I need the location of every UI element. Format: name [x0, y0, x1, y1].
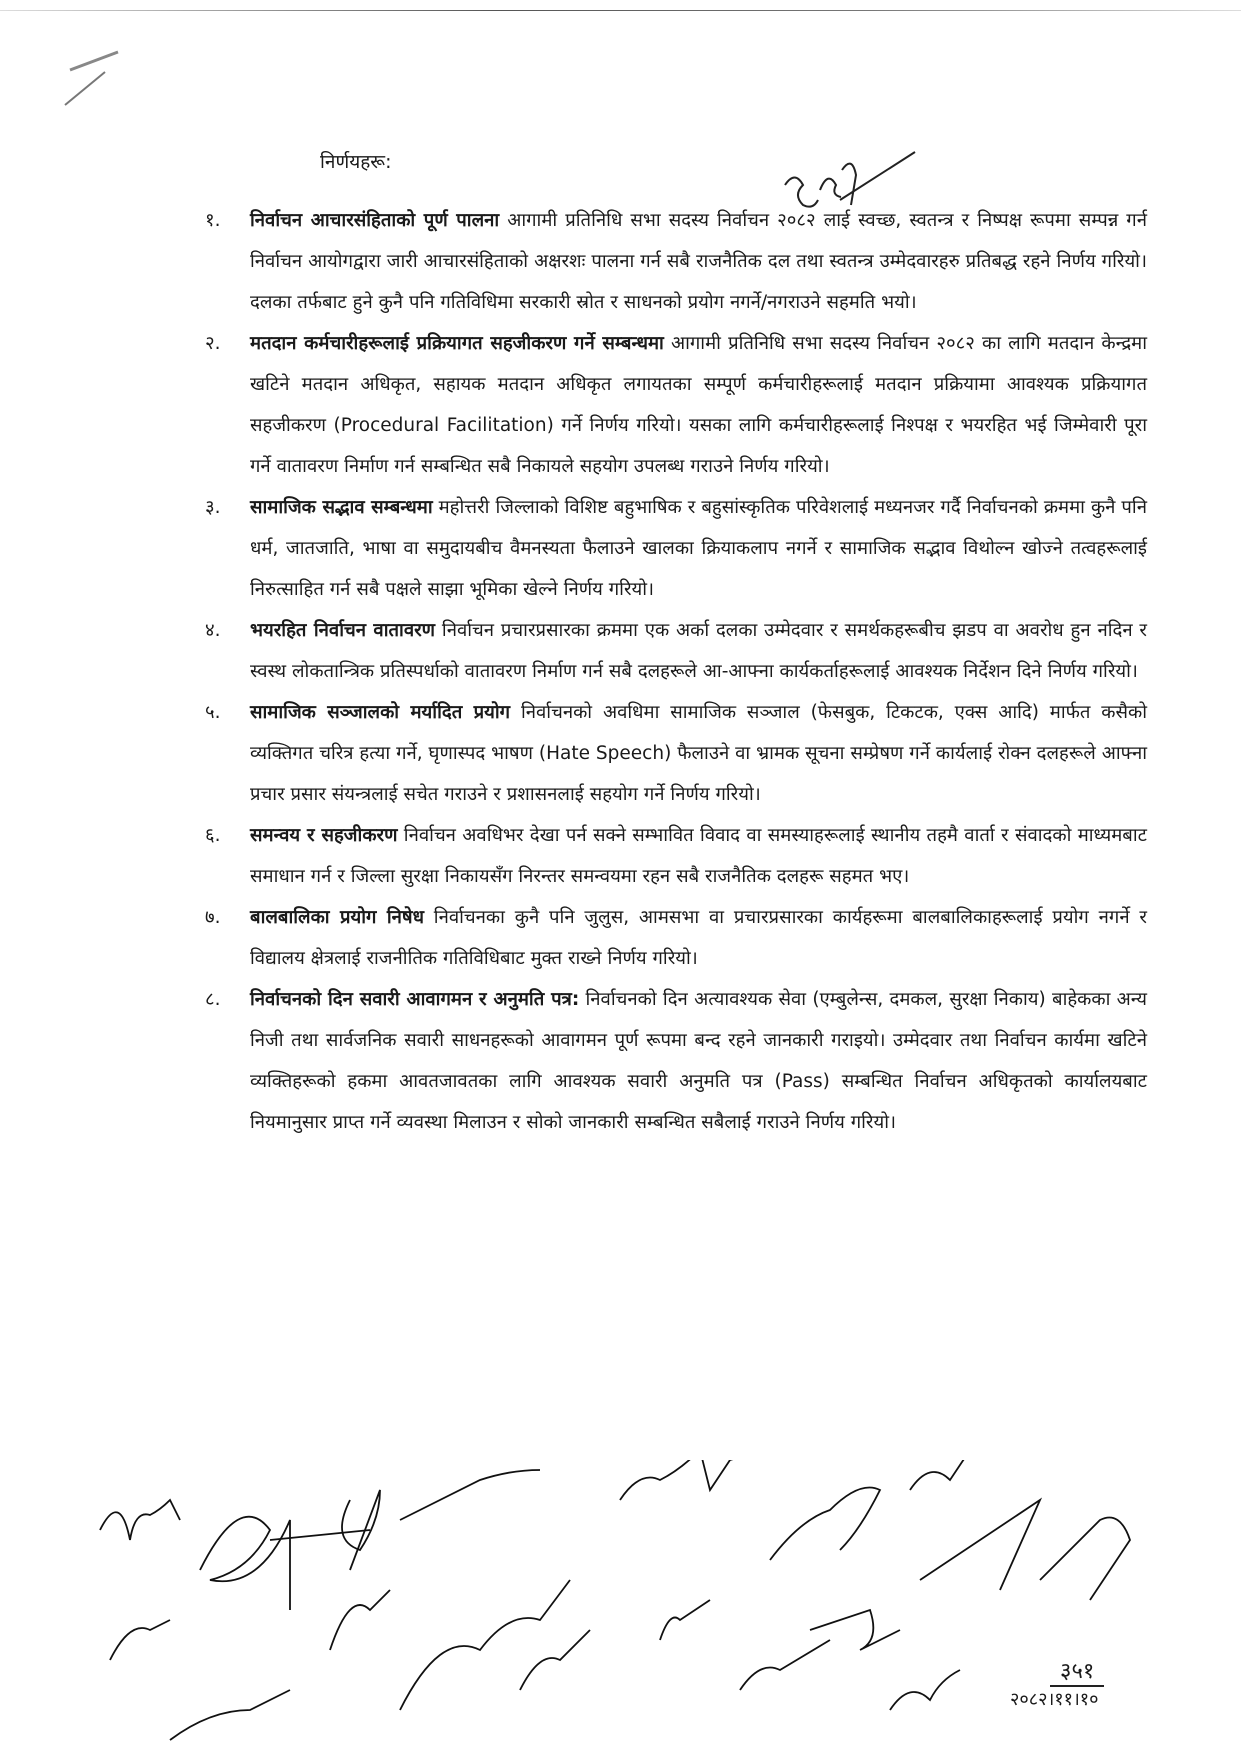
decision-body: निर्वाचनका कुनै पनि जुलुस, आमसभा वा प्रचारप्रसारका कार्यहरूमा बालबालिकाहरूलाई प्रयोग नगर्ने र विद्यालय क्षेत्रलाई राजनीतिक गतिविधिबाट मुक्त राख्ने निर्णय गरियो। [250, 907, 1148, 969]
decision-title: सामाजिक सद्भाव सम्बन्धमा [250, 497, 433, 518]
signature [620, 1460, 800, 1500]
signature [110, 1620, 170, 1660]
signature [170, 1690, 290, 1740]
decision-item [205, 815, 1147, 897]
decision-item [205, 692, 1147, 815]
signature [200, 1517, 290, 1610]
signature [660, 1600, 710, 1640]
decision-title: निर्वाचनको दिन सवारी आवागमन र अनुमति पत्र: [250, 989, 580, 1010]
decision-number: ८. [205, 989, 221, 1010]
decision-body: निर्वाचनको अवधिमा सामाजिक सञ्जाल (फेसबुक, टिकटक, एक्स आदि) मार्फत कसैको व्यक्तिगत चरित्र हत्या गर्ने, घृणास्पद भाषण (Hate Speech) फैलाउने वा भ्रामक सूचना सम्प्रेषण गर्ने कार्यलाई रोक्न दलहरूले आफ्ना प्रचार प्रसार संयन्त्रलाई सचेत गराउने र प्रशासनलाई सहयोग गर्ने निर्णय गरियो। [250, 702, 1147, 805]
bottom-annotation [1010, 1655, 1104, 1711]
decision-title: समन्वय र सहजीकरण [250, 825, 398, 846]
corner-pen-mark [60, 40, 120, 110]
decision-number: २. [205, 333, 221, 354]
decision-item [205, 323, 1147, 487]
signature [400, 1580, 570, 1710]
signature [910, 1460, 970, 1490]
signature [920, 1500, 1040, 1590]
decision-body: निर्वाचन अवधिभर देखा पर्न सक्ने सम्भावित विवाद वा समस्याहरूलाई स्थानीय तहमै वार्ता र संवादको माध्यमबाट समाधान गर्न र जिल्ला सुरक्षा निकायसँग निरन्तर समन्वयमा रहन सबै राजनैतिक दलहरू सहमत भए। [250, 825, 1147, 887]
decision-body: आगामी प्रतिनिधि सभा सदस्य निर्वाचन २०८२ लाई स्वच्छ, स्वतन्त्र र निष्पक्ष रूपमा सम्पन्न गर्न निर्वाचन आयोगद्वारा जारी आचारसंहिताको अक्षरशः पालना गर्न सबै राजनैतिक दल तथा स्वतन्त्र उम्मेदवारहरु प्रतिबद्ध रहने निर्णय गरियो। दलका तर्फबाट हुने कुनै पनि गतिविधिमा सरकारी स्रोत र साधनको प्रयोग नगर्ने/नगराउने सहमति भयो। [250, 210, 1147, 313]
signature [890, 1670, 960, 1710]
decision-title: निर्वाचन आचारसंहिताको पूर्ण पालना [250, 210, 500, 231]
decision-number: ६. [205, 825, 221, 846]
annotation-number: ३५१ [1050, 1655, 1104, 1687]
decision-number: १. [205, 210, 221, 231]
annotation-date: २०८२।११।१० [1010, 1689, 1099, 1710]
section-heading: निर्णयहरू: [320, 151, 392, 173]
signature [100, 1500, 180, 1540]
page-top-border [0, 10, 1241, 11]
signature [770, 1488, 880, 1561]
decision-number: ७. [205, 907, 221, 928]
signature [1040, 1518, 1130, 1601]
signature [740, 1640, 830, 1690]
signature [400, 1470, 540, 1520]
decision-title: बालबालिका प्रयोग निषेध [250, 907, 424, 928]
signature [520, 1630, 590, 1690]
decision-title: भयरहित निर्वाचन वातावरण [250, 620, 436, 641]
decision-item [205, 610, 1147, 692]
decision-title: मतदान कर्मचारीहरूलाई प्रक्रियागत सहजीकरण गर्ने सम्बन्धमा [250, 333, 664, 354]
decision-body: महोत्तरी जिल्लाको विशिष्ट बहुभाषिक र बहुसांस्कृतिक परिवेशलाई मध्यनजर गर्दै निर्वाचनको क्रममा कुनै पनि धर्म, जातजाति, भाषा वा समुदायबीच वैमनस्यता फैलाउने खालका क्रियाकलाप नगर्ने र सामाजिक सद्भाव विथोल्न खोज्ने तत्वहरूलाई निरुत्साहित गर्न सबै पक्षले साझा भूमिका खेल्ने निर्णय गरियो। [250, 497, 1147, 600]
decision-item [205, 897, 1147, 979]
decision-item [205, 979, 1147, 1143]
decision-title: सामाजिक सञ्जालको मर्यादित प्रयोग [250, 702, 511, 723]
decision-body: निर्वाचनको दिन अत्यावश्यक सेवा (एम्बुलेन्स, दमकल, सुरक्षा निकाय) बाहेकका अन्य निजी तथा सार्वजनिक सवारी साधनहरूको आवागमन पूर्ण रूपमा बन्द रहने जानकारी गराइयो। उम्मेदवार तथा निर्वाचन कार्यमा खटिने व्यक्तिहरूको हकमा आवतजावतका लागि आवश्यक सवारी अनुमति पत्र (Pass) सम्बन्धित निर्वाचन अधिकृतको कार्यालयबाट नियमानुसार प्राप्त गर्ने व्यवस्था मिलाउन र सोको जानकारी सम्बन्धित सबैलाई गराउने निर्णय गरियो। [250, 989, 1147, 1133]
decision-number: ४. [205, 620, 221, 641]
decision-item [205, 200, 1147, 323]
decision-body: निर्वाचन प्रचारप्रसारका क्रममा एक अर्का दलका उम्मेदवार र समर्थकहरूबीच झडप वा अवरोध हुन नदिन र स्वस्थ लोकतान्त्रिक प्रतिस्पर्धाको वातावरण निर्माण गर्न सबै दलहरूले आ-आफ्ना कार्यकर्ताहरूलाई आवश्यक निर्देशन दिने निर्णय गरियो। [250, 620, 1148, 682]
decision-body: आगामी प्रतिनिधि सभा सदस्य निर्वाचन २०८२ का लागि मतदान केन्द्रमा खटिने मतदान अधिकृत, सहायक मतदान अधिकृत लगायतका सम्पूर्ण कर्मचारीहरूलाई मतदान प्रक्रियामा आवश्यक प्रक्रियागत सहजीकरण (Procedural Facilitation) गर्ने निर्णय गरियो। यसका लागि कर्मचारीहरूलाई निश्पक्ष र भयरहित भई जिम्मेवारी पूरा गर्ने वातावरण निर्माण गर्न सम्बन्धित सबै निकायले सहयोग उपलब्ध गराउने निर्णय गरियो। [250, 333, 1147, 477]
decision-item [205, 487, 1147, 610]
decision-list [205, 200, 1147, 1143]
decision-number: ५. [205, 702, 221, 723]
decision-number: ३. [205, 497, 221, 518]
signature [330, 1590, 390, 1650]
